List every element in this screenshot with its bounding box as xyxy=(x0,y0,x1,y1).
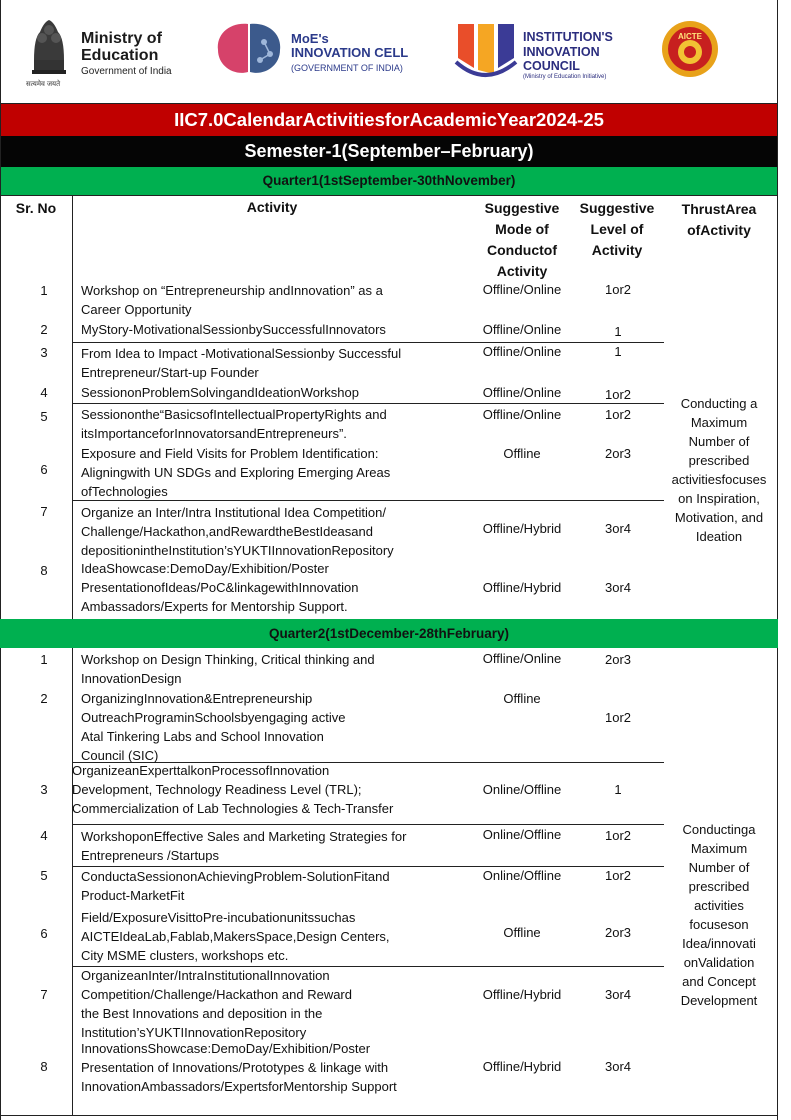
row-activity xyxy=(81,650,461,688)
row-activity xyxy=(81,966,461,1042)
activity-line: Challenge/Hackathon,andRewardtheBestIdeasand xyxy=(81,524,373,539)
moe-subtitle: Government of India xyxy=(81,66,172,77)
row-level: 3or4 xyxy=(604,521,632,536)
activity-line: OutreachPrograminSchoolsbyengaging active xyxy=(81,710,346,725)
row-activity xyxy=(81,908,461,965)
national-emblem-icon xyxy=(26,14,72,80)
activity-line: Workshop on Design Thinking, Critical thinking and xyxy=(81,652,375,667)
activity-line: ofTechnologies xyxy=(81,484,168,499)
aicte-label: AICTE xyxy=(678,32,702,41)
activity-line: ConductaSessiononAchievingProblem-SolutionFitand xyxy=(81,869,390,884)
row-sr-number: 3 xyxy=(40,345,48,360)
activity-line: InnovationsShowcase:DemoDay/Exhibition/Poster xyxy=(81,1041,371,1056)
activity-line: PresentationofIdeas/PoC&linkagewithInnovation xyxy=(81,580,359,595)
grid-line xyxy=(0,0,1,1120)
thrust-line: on Inspiration, xyxy=(678,491,760,506)
col-header-thrust: ThrustArea ofActivity xyxy=(681,201,757,238)
mic-line1: MoE's xyxy=(291,31,329,46)
activity-line: depositionintheInstitution’sYUKTIInnovationRepository xyxy=(81,543,394,558)
activity-line: Development, Technology Readiness Level (TRL); xyxy=(72,782,362,797)
row-activity xyxy=(72,761,452,818)
moe-title: Ministry of Education xyxy=(81,30,162,64)
quarter2-thrust xyxy=(664,820,774,1010)
thrust-line: Idea/innovati xyxy=(682,936,756,951)
activity-line: Presentation of Innovations/Prototypes & linkage with xyxy=(81,1060,389,1075)
col-header-sr: Sr. No xyxy=(15,200,57,216)
activity-line: Commercialization of Lab Technologies & Tech-Transfer xyxy=(72,801,394,816)
iic-line4: (Ministry of Education Initiative) xyxy=(523,74,607,80)
row-level: 1or2 xyxy=(604,828,632,843)
header-logos xyxy=(0,0,791,104)
row-activity xyxy=(81,867,461,905)
row-mode: Offline/Hybrid xyxy=(482,580,562,595)
activity-line: Exposure and Field Visits for Problem Identification: xyxy=(81,446,379,461)
activity-line: MyStory-MotivationalSessionbySuccessfulInnovators xyxy=(81,322,386,337)
row-mode: Offline/Online xyxy=(482,407,562,422)
row-sr-number: 4 xyxy=(40,828,48,843)
mic-line3: (GOVERNMENT OF INDIA) xyxy=(291,63,403,73)
row-mode: Offline/Hybrid xyxy=(482,521,562,536)
row-mode: Offline/Hybrid xyxy=(482,1059,562,1074)
row-mode: Offline xyxy=(503,691,541,706)
activity-line: the Best Innovations and deposition in the xyxy=(81,1006,323,1021)
thrust-line: activities xyxy=(694,898,744,913)
thrust-line: and Concept xyxy=(682,974,756,989)
row-level: 1 xyxy=(614,344,622,359)
thrust-line: onValidation xyxy=(683,955,755,970)
thrust-line: Conductinga xyxy=(682,822,756,837)
col-header-activity: Activity xyxy=(246,199,298,215)
col-header-level: Suggestive Level of Activity xyxy=(579,200,655,258)
mic-line2: INNOVATION CELL xyxy=(291,45,409,60)
row-mode: Online/Offline xyxy=(482,868,562,883)
activity-line: Field/ExposureVisittoPre-incubationunitssuchas xyxy=(81,910,356,925)
row-level: 3or4 xyxy=(604,580,632,595)
activity-line: Product-MarketFit xyxy=(81,888,185,903)
row-mode: Offline xyxy=(503,925,541,940)
thrust-line: Motivation, and xyxy=(674,510,764,525)
row-activity xyxy=(81,281,461,319)
row-activity xyxy=(81,383,461,402)
activity-line: InnovationAmbassadors/ExpertsforMentorship Support xyxy=(81,1079,397,1094)
row-activity xyxy=(81,1039,461,1096)
activity-line: City MSME clusters, workshops etc. xyxy=(81,948,289,963)
activity-line: IdeaShowcase:DemoDay/Exhibition/Poster xyxy=(81,561,329,576)
row-sr-number: 1 xyxy=(40,652,48,667)
row-level: 2or3 xyxy=(604,446,632,461)
brain-logo-icon xyxy=(212,20,286,78)
row-sr-number: 5 xyxy=(40,868,48,883)
activity-line: WorkshoponEffective Sales and Marketing Strategies for xyxy=(81,829,407,844)
row-sr-number: 7 xyxy=(40,987,48,1002)
thrust-line: Number of xyxy=(688,434,750,449)
row-activity xyxy=(81,559,461,616)
row-sr-number: 5 xyxy=(40,409,48,424)
activity-line: OrganizeanExperttalkonProcessofInnovation xyxy=(72,763,330,778)
row-mode: Online/Offline xyxy=(482,782,562,797)
activity-line: Competition/Challenge/Hackathon and Reward xyxy=(81,987,352,1002)
activity-line: Entrepreneurs /Startups xyxy=(81,848,220,863)
row-level: 2or3 xyxy=(604,652,632,667)
row-activity xyxy=(81,344,461,382)
grid-line xyxy=(0,1115,778,1116)
activity-line: OrganizingInnovation&Entrepreneurship xyxy=(81,691,313,706)
row-mode: Offline/Hybrid xyxy=(482,987,562,1002)
row-sr-number: 6 xyxy=(40,462,48,477)
row-activity xyxy=(81,444,461,501)
activity-line: SessiononProblemSolvingandIdeationWorkshop xyxy=(81,385,359,400)
thrust-line: prescribed xyxy=(688,453,750,468)
row-mode: Online/Offline xyxy=(482,827,562,842)
row-level: 1or2 xyxy=(604,710,632,725)
row-activity xyxy=(81,503,461,560)
grid-line xyxy=(72,648,73,1116)
row-sr-number: 1 xyxy=(40,283,48,298)
page-title: IIC7.0CalendarActivitiesforAcademicYear2024-25 xyxy=(0,104,778,136)
quarter1-label: Quarter1(1stSeptember-30thNovember) xyxy=(0,167,778,195)
row-mode: Offline/Online xyxy=(482,282,562,297)
row-activity xyxy=(81,320,461,339)
thrust-line: Maximum xyxy=(690,841,748,856)
semester-title: Semester-1(September–February) xyxy=(0,136,778,167)
thrust-line: activitiesfocuses xyxy=(671,472,767,487)
row-sr-number: 6 xyxy=(40,926,48,941)
row-activity xyxy=(81,827,461,865)
row-sr-number: 7 xyxy=(40,504,48,519)
row-sr-number: 2 xyxy=(40,322,48,337)
thrust-line: Number of xyxy=(688,860,750,875)
row-sr-number: 2 xyxy=(40,691,48,706)
grid-line xyxy=(0,103,778,104)
activity-line: Career Opportunity xyxy=(81,302,192,317)
row-level: 2or3 xyxy=(604,925,632,940)
activity-line: Ambassadors/Experts for Mentorship Support. xyxy=(81,599,348,614)
grid-line xyxy=(0,195,778,196)
row-level: 3or4 xyxy=(604,987,632,1002)
row-level: 3or4 xyxy=(604,1059,632,1074)
iic-logo-icon xyxy=(452,18,518,86)
activity-line: Council (SIC) xyxy=(81,748,159,763)
quarter2-label: Quarter2(1stDecember-28thFebruary) xyxy=(0,619,778,648)
activity-line: From Idea to Impact -MotivationalSessionby Successful xyxy=(81,346,402,361)
row-activity xyxy=(81,689,461,765)
row-mode: Offline/Online xyxy=(482,344,562,359)
row-level: 1or2 xyxy=(604,387,632,402)
row-sr-number: 8 xyxy=(40,563,48,578)
activity-line: InnovationDesign xyxy=(81,671,182,686)
row-level: 1or2 xyxy=(604,868,632,883)
row-sr-number: 8 xyxy=(40,1059,48,1074)
thrust-line: Maximum xyxy=(690,415,748,430)
activity-line: Sessiononthe“BasicsofIntellectualPropertyRights and xyxy=(81,407,387,422)
thrust-line: Conducting a xyxy=(680,396,758,411)
thrust-line: Development xyxy=(680,993,758,1008)
emblem-caption: सत्यमेव जयते xyxy=(26,81,61,88)
activity-line: Atal Tinkering Labs and School Innovation xyxy=(81,729,324,744)
grid-line xyxy=(72,195,73,619)
activity-line: Workshop on “Entrepreneurship andInnovation” as a xyxy=(81,283,383,298)
row-mode: Offline/Online xyxy=(482,322,562,337)
activity-line: Organize an Inter/Intra Institutional Idea Competition/ xyxy=(81,505,386,520)
row-sr-number: 3 xyxy=(40,782,48,797)
grid-line xyxy=(72,403,664,404)
row-level: 1or2 xyxy=(604,407,632,422)
row-level: 1or2 xyxy=(604,282,632,297)
activity-line: itsImportanceforInnovatorsandEntrepreneurs”. xyxy=(81,426,347,441)
thrust-line: focuseson xyxy=(689,917,749,932)
activity-line: AICTEIdeaLab,Fablab,MakersSpace,Design Centers, xyxy=(81,929,390,944)
quarter1-thrust xyxy=(664,394,774,546)
activity-line: Aligningwith UN SDGs and Exploring Emerging Areas xyxy=(81,465,391,480)
thrust-line: prescribed xyxy=(688,879,750,894)
row-mode: Offline/Online xyxy=(482,385,562,400)
iic-line2: INNOVATION xyxy=(523,45,600,59)
row-mode: Offline xyxy=(503,446,541,461)
row-activity xyxy=(81,405,461,443)
thrust-line: Ideation xyxy=(695,529,743,544)
activity-line: OrganizeanInter/IntraInstitutionalInnovation xyxy=(81,968,330,983)
activity-line: Institution’sYUKTIInnovationRepository xyxy=(81,1025,307,1040)
iic-line1: INSTITUTION'S xyxy=(523,30,613,44)
aicte-logo-icon xyxy=(661,18,719,80)
col-header-mode: Suggestive Mode of Conductof Activity xyxy=(484,200,560,279)
activity-line: Entrepreneur/Start-up Founder xyxy=(81,365,259,380)
row-level: 1 xyxy=(614,324,622,339)
row-level: 1 xyxy=(614,782,622,797)
grid-line xyxy=(777,0,778,1120)
row-sr-number: 4 xyxy=(40,385,48,400)
iic-line3: COUNCIL xyxy=(523,59,580,73)
row-mode: Offline/Online xyxy=(482,651,562,666)
